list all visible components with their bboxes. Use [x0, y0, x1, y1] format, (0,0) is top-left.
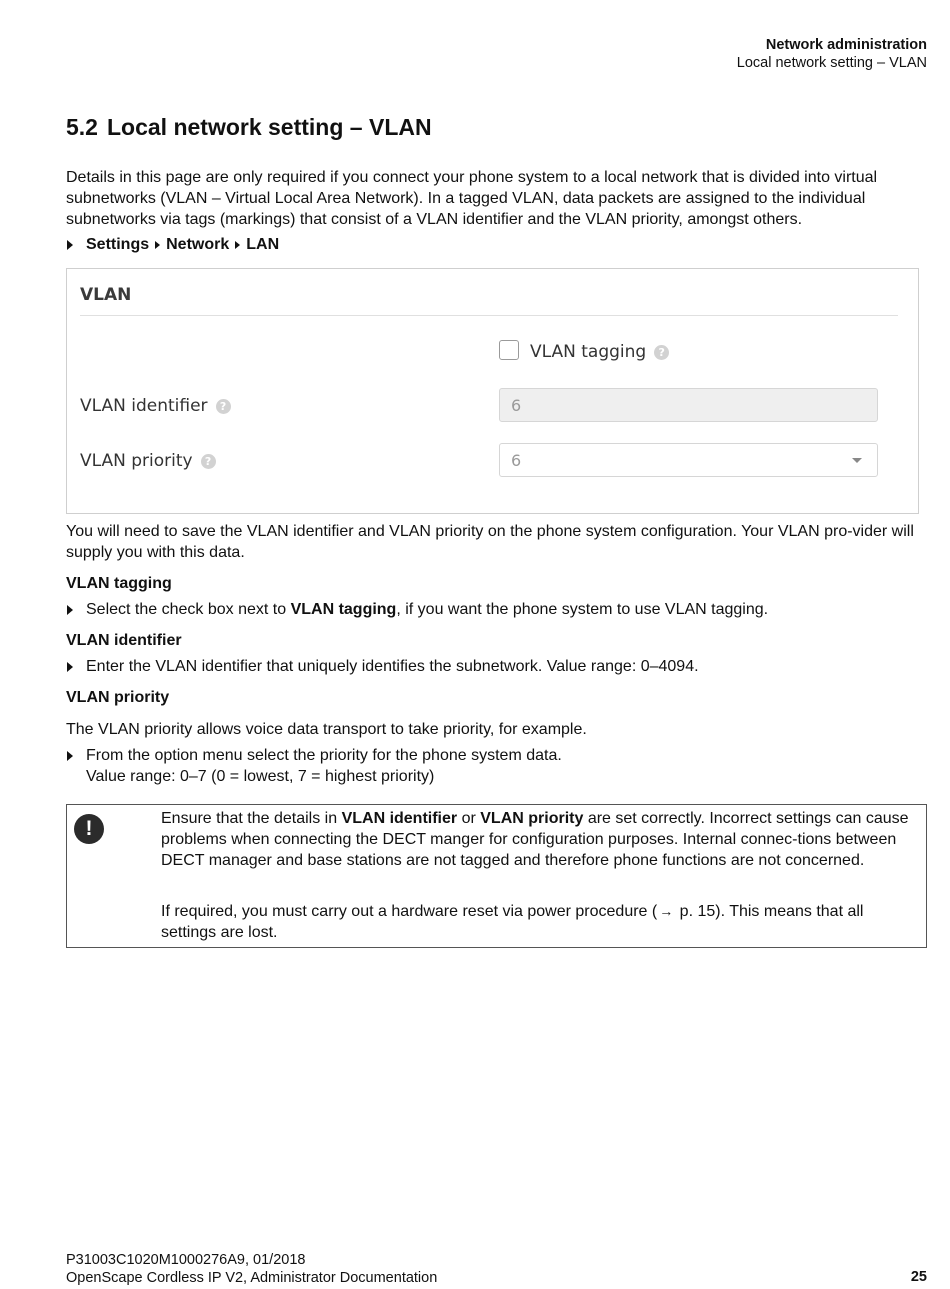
bullet-triangle-icon	[67, 751, 73, 761]
nav-item-settings: Settings	[86, 236, 150, 253]
bullet-triangle-icon	[67, 605, 73, 615]
heading-vlan-priority: VLAN priority	[66, 689, 170, 706]
panel-divider	[80, 315, 898, 316]
footer	[66, 1251, 437, 1287]
vlan-priority-text: VLAN priority	[80, 451, 193, 471]
nav-item-lan: LAN	[246, 236, 280, 253]
warning-note-box	[66, 804, 927, 948]
nav-path	[66, 234, 279, 255]
vlan-identifier-input[interactable]: 6	[499, 388, 878, 422]
note-paragraph-1: Ensure that the details in VLAN identifier or VLAN priority are set correctly. Incorrect settings can cause problems when connecting the DECT manger for configuration purposes. Internal connec-tions between DECT manager and base stations are not tagged and therefore phone functions are not concerned.	[161, 810, 909, 869]
help-icon[interactable]: ?	[201, 454, 216, 469]
priority-description: The VLAN priority allows voice data transport to take priority, for example.	[66, 721, 587, 738]
vlan-tagging-label	[530, 342, 669, 362]
note-paragraph-2: If required, you must carry out a hardware reset via power procedure ( → p. 15). This means that all settings are lost.	[161, 903, 864, 941]
footer-doc-id: P31003C1020M1000276A9, 01/2018	[66, 1252, 306, 1268]
instruction-text: From the option menu select the priority for the phone system data.	[86, 747, 562, 764]
exclamation-icon: !	[74, 814, 104, 844]
instruction-vlan-priority	[66, 745, 926, 787]
vlan-priority-select[interactable]	[499, 443, 878, 477]
instruction-text: , if you want the phone system to use VLAN tagging.	[396, 601, 769, 618]
panel-title: VLAN	[80, 285, 132, 305]
nav-arrow-icon	[155, 241, 160, 249]
chevron-down-icon	[852, 458, 862, 463]
instruction-vlan-identifier	[66, 656, 926, 677]
nav-item-network: Network	[166, 236, 230, 253]
help-icon[interactable]: ?	[654, 345, 669, 360]
instruction-text: Value range: 0–7 (0 = lowest, 7 = highest priority)	[86, 768, 435, 785]
footer-doc-title: OpenScape Cordless IP V2, Administrator Documentation	[66, 1270, 438, 1286]
header-chapter: Network administration	[765, 37, 927, 53]
bullet-triangle-icon	[67, 662, 73, 672]
instruction-text: Select the check box next to	[86, 601, 291, 618]
page-number: 25	[910, 1269, 927, 1285]
vlan-tagging-text: VLAN tagging	[530, 342, 647, 362]
instruction-vlan-tagging	[66, 599, 926, 620]
vlan-identifier-label	[80, 396, 231, 416]
help-icon[interactable]: ?	[216, 399, 231, 414]
instruction-bold: VLAN tagging	[290, 601, 397, 618]
vlan-priority-value: 6	[511, 451, 522, 470]
section-title	[66, 114, 432, 141]
vlan-settings-screenshot	[66, 268, 919, 514]
section-title-text: Local network setting – VLAN	[106, 114, 432, 140]
vlan-identifier-text: VLAN identifier	[80, 396, 208, 416]
panel-note-paragraph: You will need to save the VLAN identifier and VLAN priority on the phone system configuration. Your VLAN pro-vider will supply you with this data.	[66, 523, 914, 561]
header-section: Local network setting – VLAN	[736, 55, 927, 71]
nav-arrow-icon	[235, 241, 240, 249]
heading-vlan-tagging: VLAN tagging	[66, 575, 172, 592]
bullet-triangle-icon	[67, 240, 73, 250]
arrow-right-icon: →	[659, 903, 674, 919]
heading-vlan-identifier: VLAN identifier	[66, 632, 182, 649]
vlan-tagging-checkbox[interactable]	[499, 340, 519, 360]
vlan-priority-label	[80, 451, 216, 471]
section-number: 5.2	[66, 114, 98, 140]
running-header	[737, 36, 927, 72]
instruction-text: Enter the VLAN identifier that uniquely identifies the subnetwork. Value range: 0–4094.	[86, 658, 699, 675]
intro-paragraph: Details in this page are only required if you connect your phone system to a local network that is divided into virtual subnetworks (VLAN – Virtual Local Area Network). In a tagged VLAN, data packets are assigned to the individual subnetworks via tags (markings) that consist of a VLAN identifier and the VLAN priority, amongst others.	[66, 169, 878, 228]
